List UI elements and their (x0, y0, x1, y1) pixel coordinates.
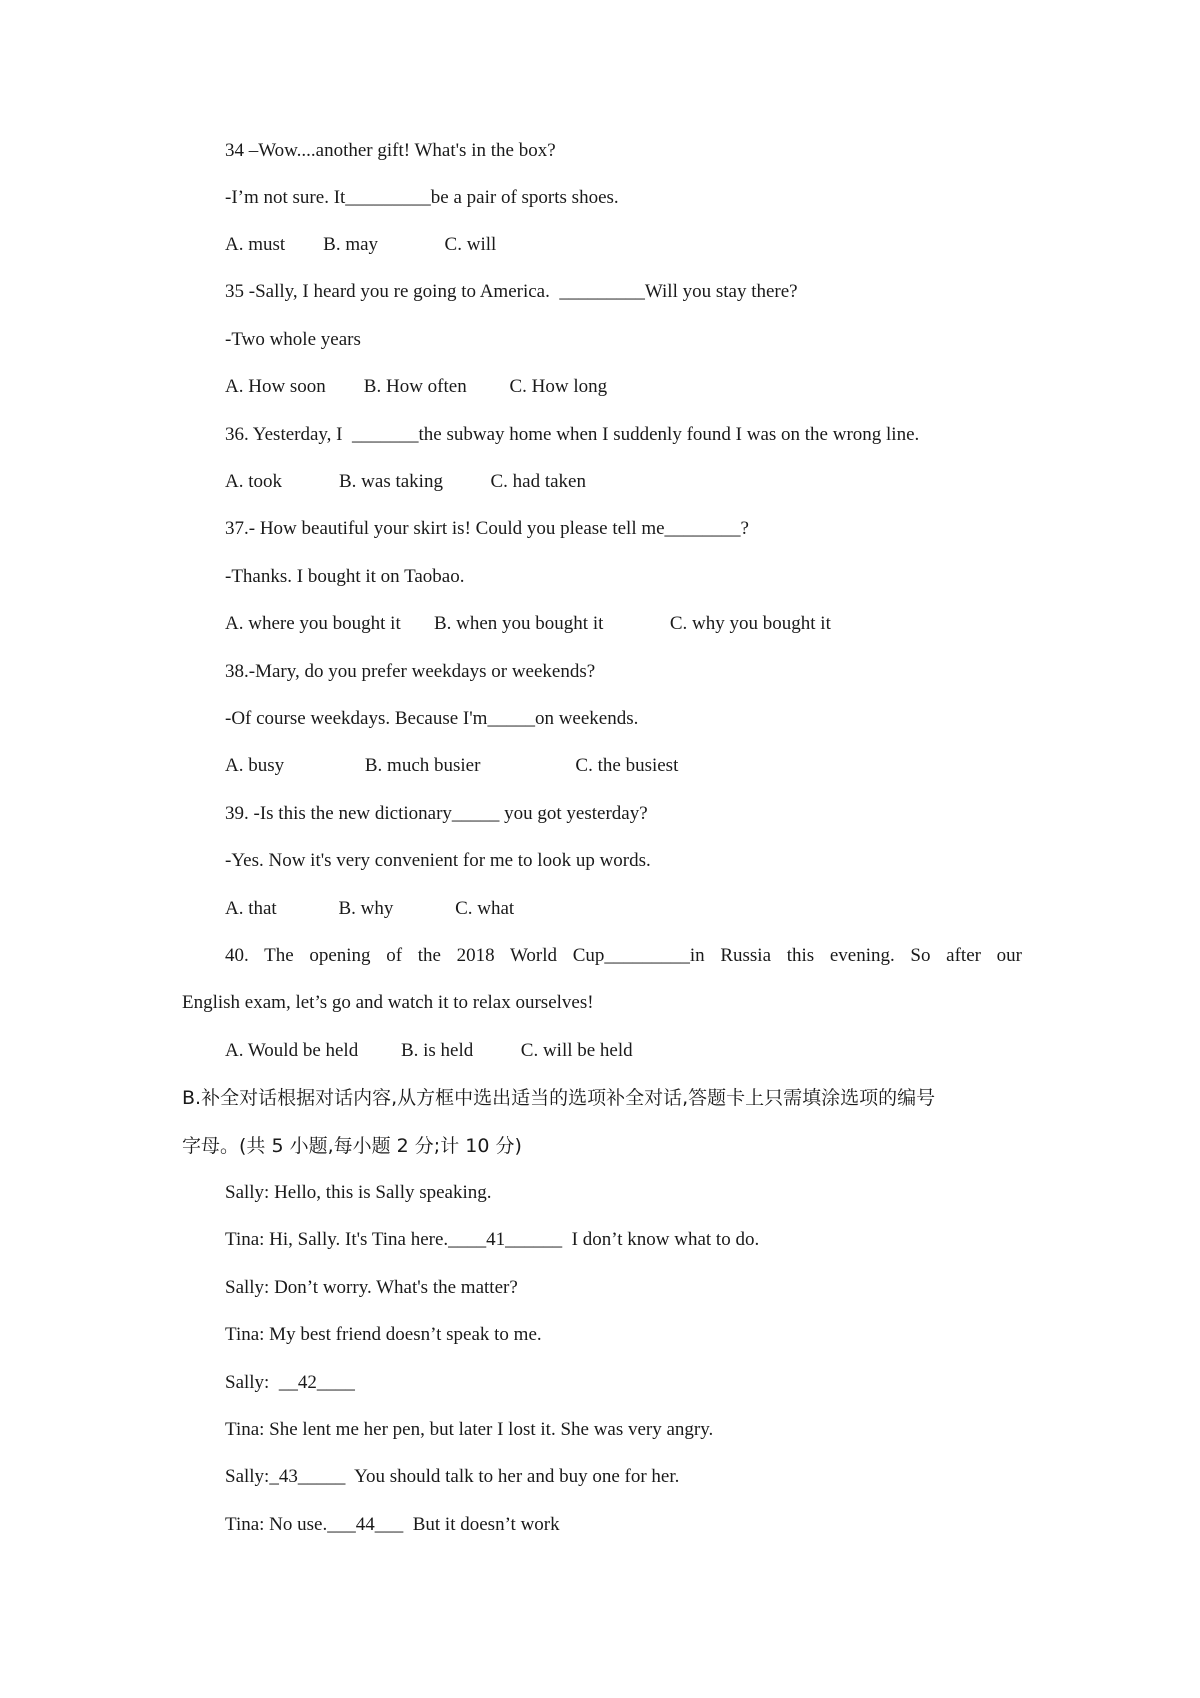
text-line: -Thanks. I bought it on Taobao. (225, 566, 465, 587)
text-line: 35 -Sally, I heard you re going to America. _________Will you stay there? (225, 281, 798, 302)
text-line: Tina: My best friend doesn’t speak to me. (225, 1324, 542, 1345)
text-line: 34 –Wow....another gift! What's in the box? (225, 140, 556, 161)
text-line: A. took B. was taking C. had taken (225, 471, 586, 492)
text-line: 37.- How beautiful your skirt is! Could you please tell me________? (225, 518, 749, 539)
text-line: 字母。(共 5 小题,每小题 2 分;计 10 分) (182, 1135, 522, 1157)
text-line: A. must B. may C. will (225, 234, 497, 255)
text-line: Sally: Hello, this is Sally speaking. (225, 1182, 492, 1203)
text-line: English exam, let’s go and watch it to relax ourselves! (182, 992, 594, 1013)
text-line: Sally: __42____ (225, 1372, 355, 1393)
text-line: A. Would be held B. is held C. will be held (225, 1040, 633, 1061)
text-line: A. busy B. much busier C. the busiest (225, 755, 679, 776)
text-line: 40. The opening of the 2018 World Cup_________in Russia this evening. So after our (225, 945, 1022, 966)
text-line: -I’m not sure. It_________be a pair of sports shoes. (225, 187, 619, 208)
text-line: Sally:_43_____ You should talk to her and buy one for her. (225, 1466, 680, 1487)
text-line: -Of course weekdays. Because I'm_____on weekends. (225, 708, 639, 729)
text-line: A. that B. why C. what (225, 898, 515, 919)
text-line: Tina: Hi, Sally. It's Tina here.____41______ I don’t know what to do. (225, 1229, 760, 1250)
text-line: A. where you bought it B. when you bought it C. why you bought it (225, 613, 831, 634)
text-line: B.补全对话根据对话内容,从方框中选出适当的选项补全对话,答题卡上只需填涂选项的编号 (182, 1087, 936, 1109)
text-line: 36. Yesterday, I _______the subway home when I suddenly found I was on the wrong line. (225, 424, 920, 445)
text-line: Tina: She lent me her pen, but later I lost it. She was very angry. (225, 1419, 714, 1440)
text-line: 39. -Is this the new dictionary_____ you got yesterday? (225, 803, 648, 824)
text-line: A. How soon B. How often C. How long (225, 376, 608, 397)
text-line: 38.-Mary, do you prefer weekdays or weekends? (225, 661, 596, 682)
text-line: Sally: Don’t worry. What's the matter? (225, 1277, 518, 1298)
text-line: -Yes. Now it's very convenient for me to look up words. (225, 850, 651, 871)
text-line: Tina: No use.___44___ But it doesn’t work (225, 1514, 560, 1535)
text-line: -Two whole years (225, 329, 361, 350)
